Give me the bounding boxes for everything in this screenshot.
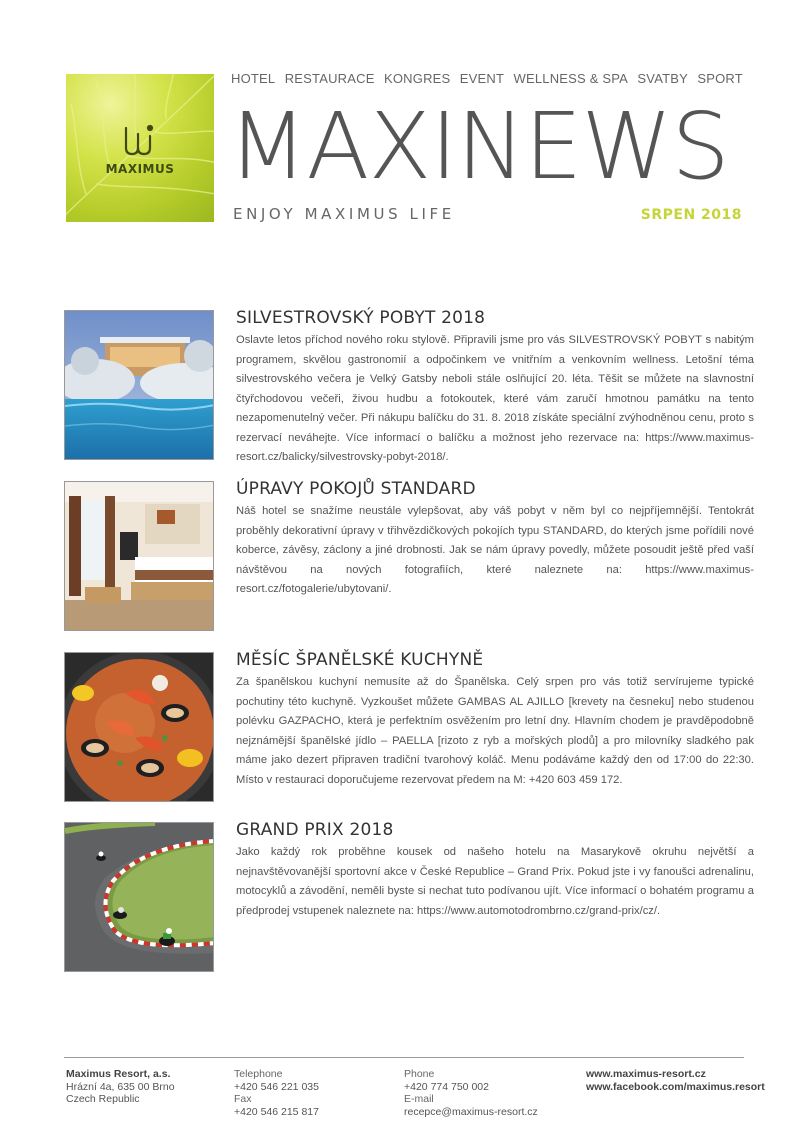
- telephone-label: Telephone: [234, 1068, 283, 1080]
- telephone-number[interactable]: +420 546 221 035: [234, 1080, 319, 1093]
- paella-photo: [64, 652, 214, 802]
- article-title: SILVESTROVSKÝ POBYT 2018: [236, 308, 486, 328]
- nav-item-kongres[interactable]: KONGRES: [383, 71, 451, 86]
- nav-item-sport[interactable]: SPORT: [697, 71, 743, 86]
- footer-divider: [64, 1057, 744, 1058]
- article-grand-prix: [64, 822, 754, 974]
- article-spanelska-kuchyne: [64, 652, 754, 804]
- article-body: Náš hotel se snažíme neustále vylepšovat, aby váš pobyt v něm byl co nejpříjemnější. Tentokrát proběhly dekorativní úpravy v třihvězdičkových pokojích typu STANDARD, do kterých jsme pořídili nové koberce, závěsy, záclony a jiné drobnosti. Jak se nám úpravy povedly, můžete posoudit ještě před vaší návštěvou na nových fotografiích, které naleznete na: https://www.maximus-resort.cz/fotogalerie/ubytovani/.: [236, 505, 754, 595]
- article-body: Oslavte letos příchod nového roku stylově. Připravili jsme pro vás SILVESTROVSKÝ POBYT s nabitým programem, skvělou gastronomií a odpočinkem ve vnitřním a venkovním wellness. Letošní téma silvestrovského večera je Velký Gatsby neboli stále oslňující 20. léta. Těšit se můžete na slavnostní čtyřchodovou večeři, živou hudbu a fotokoutek, které vám zaručí hmotnou památku na tento nezapomenutelný večer. Při nákupu balíčku do 31. 8. 2018 získáte speciální zvýhodněnou cenu, proto s rezervací neváhejte. Více informací o balíčku a možnost jeho rezervace na: https://www.maximus-resort.cz/balicky/silvestrovsky-pobyt-2018/.: [236, 334, 754, 463]
- address-line-1: Hrázní 4a, 635 00 Brno: [66, 1080, 175, 1093]
- fax-number: +420 546 215 817: [234, 1105, 319, 1118]
- grand-prix-photo: [64, 822, 214, 972]
- logo-brand-text: MAXIMUS: [105, 162, 175, 176]
- article-pokoje: [64, 481, 754, 633]
- website-link[interactable]: www.maximus-resort.cz: [586, 1068, 706, 1080]
- nav-item-hotel[interactable]: HOTEL: [231, 71, 276, 86]
- masthead-tagline: ENJOY MAXIMUS LIFE: [233, 205, 455, 223]
- issue-date: SRPEN 2018: [640, 207, 742, 223]
- footer-company: [66, 1068, 175, 1106]
- footer-telephone: [234, 1068, 319, 1118]
- email-label: E-mail: [404, 1093, 434, 1105]
- article-body: Za španělskou kuchyní nemusíte až do Španělska. Celý srpen pro vás totiž servírujeme typické pochutiny této kuchyně. Vyzkoušet můžete GAMBAS AL AJILLO [krevety na česneku] nebo studenou polévku GAZPACHO, která je perfektním osvěžením pro letní dny. Hlavním chodem je pravděpodobně nejznámější španělské jídlo – PAELLA [rizoto z ryb a mořských plodů] a pro milovníky sladkého pak máme jako dezert připraven tradiční tvarohový koláč. Menu podáváme každý den od 17:00 do 22:30. Místo v restauraci doporučujeme rezervovat předem na M: +420 603 459 172.: [236, 676, 754, 786]
- email-address[interactable]: recepce@maximus-resort.cz: [404, 1105, 538, 1118]
- maximus-logo: [66, 74, 214, 222]
- hotel-room-photo: [64, 481, 214, 631]
- top-navigation: [231, 71, 743, 86]
- nav-item-svatby[interactable]: SVATBY: [637, 71, 688, 86]
- article-title: ÚPRAVY POKOJŮ STANDARD: [236, 479, 476, 499]
- footer-phone: [404, 1068, 538, 1118]
- article-body: Jako každý rok proběhne kousek od našeho hotelu na Masarykově okruhu největší a nejnavštěvovanější sportovní akce v České Republice – Grand Prix. Pokud jste i vy fanoušci adrenalinu, motocyklů a závodění, neměli byste si nechat tuto podívanou ujít. Více informací o bohatém programu a předprodej vstupenek naleznete na: https://www.automotodrombrno.cz/grand-prix/cz/.: [236, 846, 754, 917]
- nav-item-wellness-spa[interactable]: WELLNESS & SPA: [513, 71, 629, 86]
- article-silvestr: [64, 310, 754, 462]
- footer-web: [586, 1068, 765, 1093]
- address-line-2: Czech Republic: [66, 1093, 140, 1105]
- article-title: GRAND PRIX 2018: [236, 820, 394, 840]
- article-title: MĚSÍC ŠPANĚLSKÉ KUCHYNĚ: [236, 650, 484, 670]
- facebook-link[interactable]: www.facebook.com/maximus.resort: [586, 1080, 765, 1093]
- company-name: Maximus Resort, a.s.: [66, 1068, 171, 1080]
- resort-pool-photo: [64, 310, 214, 460]
- phone-number[interactable]: +420 774 750 002: [404, 1080, 489, 1093]
- nav-item-event[interactable]: EVENT: [459, 71, 505, 86]
- w-monogram-icon: [118, 118, 162, 162]
- fax-label: Fax: [234, 1093, 252, 1105]
- phone-label: Phone: [404, 1068, 435, 1080]
- nav-item-restaurace[interactable]: RESTAURACE: [284, 71, 375, 86]
- masthead-title: MAXINEWS: [228, 93, 729, 200]
